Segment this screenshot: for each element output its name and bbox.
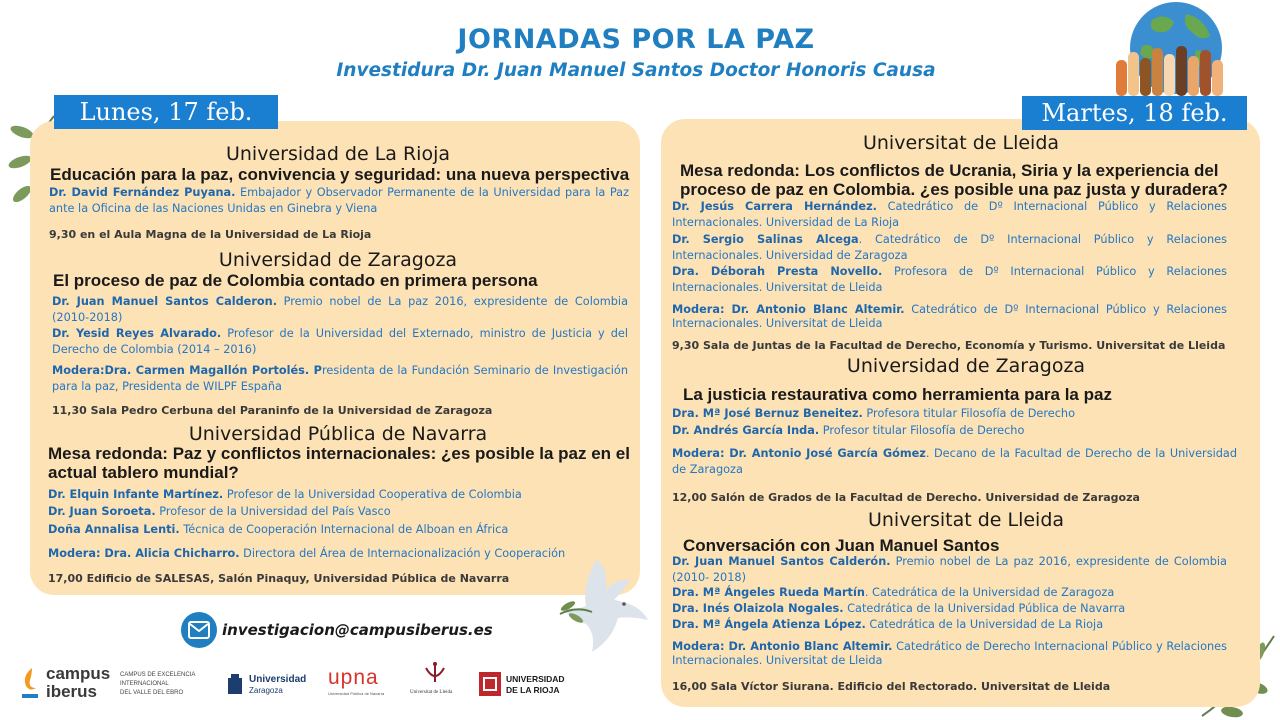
speaker-desc: Catedrático de Dº Internacional Público y Relaciones Internacionales. Universidad de La Rioja [672,200,1227,229]
globe-hands-icon [1112,2,1234,98]
moderator-name: Modera: Dr. Antonio José García Gómez [672,447,926,460]
speaker-entry [48,504,628,520]
unirioja-word2: DE LA RIOJA [506,685,560,695]
unizar-crest-icon [227,674,243,696]
session-topic: El proceso de paz de Colombia contado en primera persona [53,271,538,290]
speaker-desc: Premio nobel de La paz 2016, expresidente de Colombia (2010-2018) [52,295,628,324]
unirioja-word1: UNIVERSIDAD [506,674,565,684]
moderator-name: Modera: Dr. Antonio Blanc Altemir. [672,640,893,653]
university-heading: Universidad de Zaragoza [846,355,1086,377]
speaker-name: Dr. Elquin Infante Martínez. [48,488,224,501]
campus-iberus-logo [20,664,220,704]
campus-tagline-line: CAMPUS DE EXCELENCIA [120,672,196,678]
session-time-location: 16,00 Sala Víctor Siurana. Edificio del Rectorado. Universitat de Lleida [672,680,1111,693]
contact-email[interactable]: investigacion@campusiberus.es [222,621,493,639]
speaker-name: Dra. Mª Ángeles Rueda Martín [672,586,865,599]
speaker-desc: Profesor de la Universidad Cooperativa de Colombia [223,488,522,501]
moderator-desc: Directora del Área de Internacionalización y Cooperación [239,547,566,560]
moderator-name: Modera:Dra. Carmen Magallón Portolés. P [52,364,322,377]
session-topic: Conversación con Juan Manuel Santos [683,536,1000,555]
dove-icon [556,556,652,656]
campus-iberus-word2: iberus [46,682,98,701]
speaker-desc: Embajador y Observador Permanente de la Universidad para la Paz ante la Oficina de las Naciones Unidas en Ginebra y Viena [49,186,630,215]
moderator-entry [52,363,628,395]
speaker-entry [48,487,628,503]
upna-word: upna [328,666,379,689]
speaker-entry [48,522,628,538]
university-heading: Universidad de La Rioja [225,143,451,165]
session-time-location: 11,30 Sala Pedro Cerbuna del Paraninfo de la Universidad de Zaragoza [52,404,493,417]
speaker-desc: . Catedrática de la Universidad de Zaragoza [864,586,1115,599]
speaker-name: Dr. Yesid Reyes Alvarado. [52,327,222,340]
speaker-name: Dra. Mª José Bernuz Beneitez. [672,407,863,420]
speaker-desc: Profesor de la Universidad del País Vasco [155,505,391,518]
speaker-entry [672,423,1237,439]
udl-word: Universitat de Lleida [410,690,453,695]
speaker-entry [52,294,628,326]
day-badge-tuesday: Martes, 18 feb. [1022,96,1247,130]
speaker-name: Dr. David Fernández Puyana. [49,186,236,199]
moderator-desc: Catedrático de Dº Internacional Público y Relaciones Internacionales. Universitat de Lleida [672,303,1227,330]
speaker-desc: Técnica de Cooperación Internacional de Alboan en África [179,523,509,536]
session-time-location: 9,30 Sala de Juntas de la Facultad de Derecho, Economía y Turismo. Universitat de Lleida [672,339,1226,352]
speaker-entry [672,617,1227,633]
unizar-logo [227,672,317,702]
unizar-word1: Universidad [249,674,307,685]
moderator-entry [672,640,1227,668]
speaker-entry [672,585,1227,601]
udl-emblem-icon [422,660,448,686]
speaker-desc: Catedrática de la Universidad de La Rioja [865,618,1104,631]
campus-tagline [120,671,195,698]
page-subtitle: Investidura Dr. Juan Manuel Santos Doctor Honoris Causa [336,60,936,81]
session-topic: Mesa redonda: Paz y conflictos internacionales: ¿es posible la paz en el actual tablero mundial? [48,444,630,482]
speaker-name: Dr. Andrés García Inda. [672,424,820,437]
unirioja-crest-icon [479,672,501,696]
campus-iberus-word1: campus [46,664,111,683]
speaker-entry [49,185,629,217]
speaker-name: Dr. Juan Soroeta. [48,505,156,518]
speaker-entry [672,264,1227,296]
speaker-name: Doña Annalisa Lenti. [48,523,180,536]
speaker-entry [672,601,1227,617]
speaker-name: Dr. Juan Manuel Santos Calderon. [52,295,277,308]
moderator-desc: Catedrático de Derecho Internacional Público y Relaciones Internacionales. Universitat de Lleida [672,640,1227,667]
unirioja-logo [479,672,579,702]
session-topic: Educación para la paz, convivencia y seguridad: una nueva perspectiva [50,165,630,184]
speaker-name: Dr. Sergio Salinas Alcega [672,233,859,246]
speaker-name: Dr. Jesús Carrera Hernández. [672,200,877,213]
speaker-entry [672,232,1227,264]
mail-icon [181,612,217,648]
speaker-desc: . Catedrático de Dº Internacional Público y Relaciones Internacionales. Universidad de Zaragoza [672,233,1228,262]
speaker-entry [672,406,1237,422]
campus-iberus-icon [20,666,42,700]
page-title: JORNADAS POR LA PAZ [457,24,815,55]
speaker-entry [52,326,628,358]
moderator-name: Modera: Dr. Antonio Blanc Altemir. [672,303,905,316]
campus-tagline-line: INTERNACIONAL [120,681,169,687]
speaker-desc: Profesora titular Filosofía de Derecho [862,407,1075,420]
session-time-location: 9,30 en el Aula Magna de la Universidad de La Rioja [49,228,372,241]
unizar-word2: Zaragoza [249,686,283,695]
session-time-location: 17,00 Edificio de SALESAS, Salón Pinaquy, Universidad Pública de Navarra [48,572,510,585]
moderator-name: Modera: Dra. Alicia Chicharro. [48,547,240,560]
upna-logo [328,666,398,702]
speaker-desc: Premio nobel de La paz 2016, expresidente de Colombia (2010- 2018) [672,555,1227,584]
day-badge-monday: Lunes, 17 feb. [54,95,278,129]
university-heading: Universitat de Lleida [867,509,1065,531]
speaker-name: Dra. Déborah Presta Novello. [672,265,883,278]
session-time-location: 12,00 Salón de Grados de la Facultad de Derecho. Universidad de Zaragoza [672,491,1140,504]
campus-tagline-line: DEL VALLE DEL EBRO [120,690,184,696]
session-topic: La justicia restaurativa como herramienta para la paz [683,385,1112,404]
moderator-entry [48,546,628,562]
speaker-desc: Catedrática de la Universidad Pública de Navarra [843,602,1126,615]
moderator-entry [672,303,1227,331]
udl-logo [410,660,460,702]
speaker-entry [672,199,1227,231]
university-heading: Universidad Pública de Navarra [188,423,488,445]
university-heading: Universitat de Lleida [862,132,1060,154]
speaker-entry [672,554,1227,586]
speaker-desc: Profesora de Dº Internacional Público y Relaciones Internacionales. Universitat de Lleida [672,265,1227,294]
university-heading: Universidad de Zaragoza [218,249,458,271]
speaker-name: Dr. Juan Manuel Santos Calderón. [672,555,891,568]
moderator-desc: residenta de la Fundación Seminario de Investigación para la paz, Presidenta de WILPF España [52,364,628,393]
session-topic: Mesa redonda: Los conflictos de Ucrania, Siria y la experiencia del proceso de paz en Colombia. ¿es posible una paz justa y duradera? [680,161,1228,199]
speaker-name: Dra. Inés Olaizola Nogales. [672,602,844,615]
speaker-desc: Profesor titular Filosofía de Derecho [819,424,1025,437]
upna-subtitle: Universidad Pública de Navarra [328,691,385,696]
moderator-desc: . Decano de la Facultad de Derecho de la Universidad de Zaragoza [672,447,1237,476]
speaker-name: Dra. Mª Ángela Atienza López. [672,618,866,631]
speaker-desc: Profesor de la Universidad del Externado, ministro de Justicia y del Derecho de Colombia (2014 – 2016) [52,327,628,356]
moderator-entry [672,446,1237,478]
